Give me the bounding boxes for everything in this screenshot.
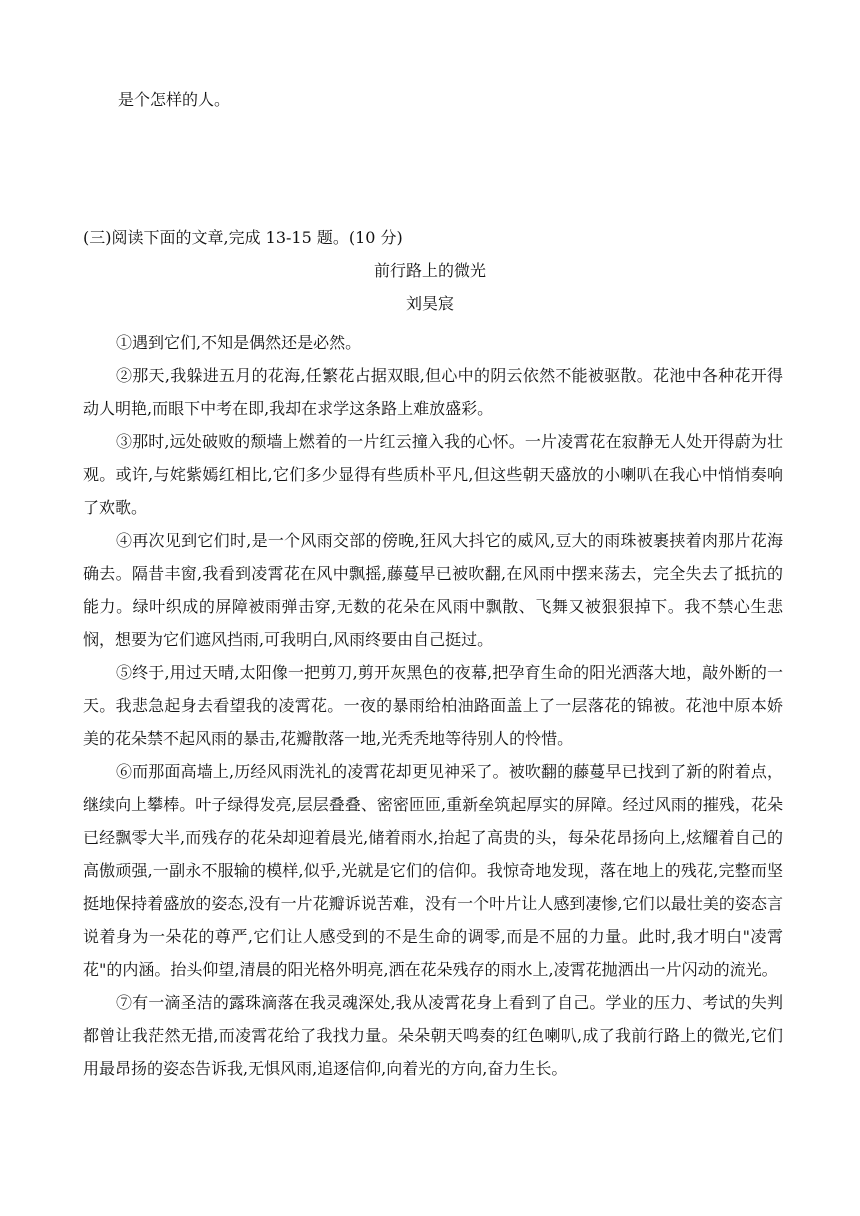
paragraph-4: ④再次见到它们时,是一个风雨交部的傍晚,狂风大抖它的威风,豆大的雨珠被裹挟着肉那片花海确去。隔昔丰窗,我看到凌霄花在风中飘摇,藤蔓早已被吹翻,在风雨中摆来荡去，完全失去了抵抗的能力。绿叶织成的屏障被雨弹击穿,无数的花朵在风雨中飘散、飞舞又被狠狠掉下。我不禁心生悲悯，想要为它们遮风挡雨,可我明白,风雨终要由自己挺过。 xyxy=(83,531,783,649)
article-body xyxy=(83,326,783,1085)
paragraph-5: ⑤终于,用过天晴,太阳像一把剪刀,剪开灰黑色的夜幕,把孕育生命的阳光洒落大地，敲外断的一天。我悲急起身去看望我的凌霄花。一夜的暴雨给柏油路面盖上了一层落花的锦被。花池中原本娇美的花朵禁不起风雨的暴击,花瓣散落一地,光秃秃地等待别人的怜惜。 xyxy=(83,663,783,748)
article-title: 前行路上的微光 xyxy=(373,261,486,280)
article-author: 刘昊宸 xyxy=(405,294,454,313)
paragraph-7: ⑦有一滴圣洁的露珠滴落在我灵魂深处,我从凌霄花身上看到了自己。学业的压力、考试的失判都曾让我茫然无措,而凌霄花给了我找力量。朵朵朝天鸣奏的红色喇叭,成了我前行路上的微光,它们用最昂扬的姿态告诉我,无惧风雨,追逐信仰,向着光的方向,奋力生长。 xyxy=(83,993,783,1078)
paragraph-3: ③那时,远处破败的颓墙上燃着的一片红云撞入我的心怀。一片凌霄花在寂静无人处开得蔚为壮观。或许,与姹紫嫣红相比,它们多少显得有些质朴平凡,但这些朝天盛放的小喇叭在我心中悄悄奏响了欢歌。 xyxy=(83,432,783,517)
paragraph-6: ⑥而那面高墙上,历经风雨洗礼的凌霄花却更见神采了。被吹翻的藤蔓早已找到了新的附着点，继续向上攀棒。叶子绿得发亮,层层叠叠、密密匝匝,重新垒筑起厚实的屏障。经过风雨的摧残，花朵已经飘零大半,而残存的花朵却迎着晨光,储着雨水,抬起了高贵的头，每朵花昂扬向上,炫耀着自己的高傲顽强,一副永不服输的模样,似乎,光就是它们的信仰。我惊奇地发现，落在地上的残花,完整而坚挺地保持着盛放的姿态,没有一片花瓣诉说苦难，没有一个叶片让人感到凄惨,它们以最壮美的姿态言说着身为一朵花的尊严,它们让人感受到的不是生命的调零,而是不屈的力量。此时,我才明白"凌霄花"的内涵。抬头仰望,清晨的阳光格外明亮,洒在花朵残存的雨水上,凌霄花抛洒出一片闪动的流光。 xyxy=(83,762,783,979)
section-heading: (三)阅读下面的文章,完成 13-15 题。(10 分) xyxy=(83,228,403,247)
paragraph-2: ②那天,我躲进五月的花海,任繁花占据双眼,但心中的阴云依然不能被驱散。花池中各种花开得动人明艳,而眼下中考在即,我却在求学这条路上难放盛彩。 xyxy=(83,366,783,418)
paragraph-1: ①遇到它们,不知是偶然还是必然。 xyxy=(116,333,362,352)
previous-question-tail: 是个怎样的人。 xyxy=(118,90,231,109)
